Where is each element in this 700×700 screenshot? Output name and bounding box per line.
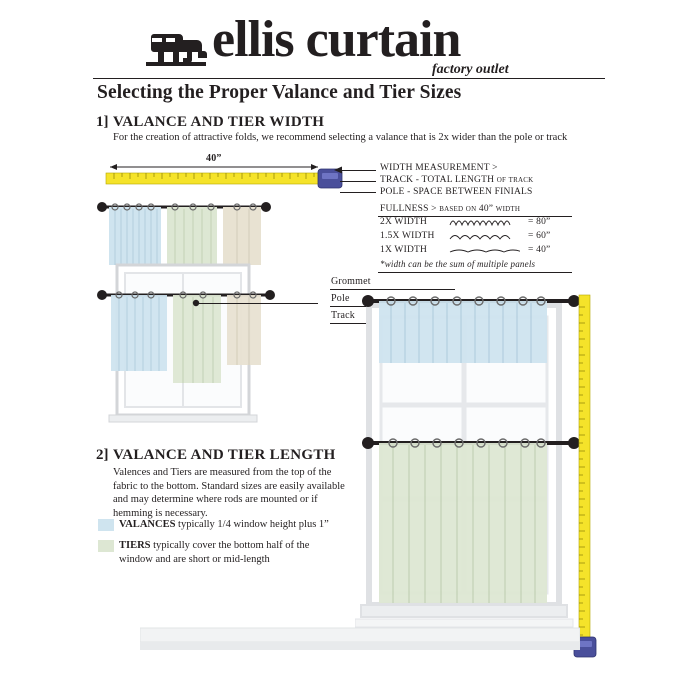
section-2-body: Valences and Tiers are measured from the top of the fabric to the bottom. Standard sizes are easily available and may determine where rods are mounted or if hemming is necessary. [113, 467, 345, 519]
legend-valances-text: typically 1/4 window height plus 1” [178, 519, 329, 530]
tier-samples-graphic [95, 255, 285, 440]
section-2-heading: VALANCE AND TIER LENGTH [113, 447, 336, 463]
title-divider [93, 78, 605, 79]
fullness-footnote: *width can be the sum of multiple panels [380, 259, 536, 269]
legend-swatch-valances [98, 519, 114, 531]
section-1-heading: VALANCE AND TIER WIDTH [113, 114, 325, 130]
callout-track-label: Track [331, 310, 355, 321]
section-2-number: 2] [96, 447, 109, 463]
legend-tiers [119, 539, 334, 566]
callout-line-3 [340, 192, 376, 193]
callout-arrow-1 [334, 164, 348, 178]
fullness-row-2-label: 1X WIDTH [380, 245, 428, 255]
legend-valances [119, 518, 369, 532]
legend-valances-title: VALANCES [119, 519, 176, 530]
legend-tiers-text: typically cover the bottom half of the window and are short or mid-length [119, 540, 310, 565]
tape-measure-graphic [100, 155, 360, 195]
floor-strip-graphic [140, 620, 580, 660]
fullness-bottom-divider [378, 272, 572, 273]
callout-pole-label: Pole [331, 293, 350, 304]
pointer-dot-hardware [190, 297, 202, 309]
pointer-line-hardware [196, 303, 318, 304]
brand-tagline: factory outlet [432, 62, 509, 77]
section-1-number: 1] [96, 114, 109, 130]
fullness-row-0-result: = 80” [528, 217, 551, 227]
callout-line-2 [340, 181, 376, 182]
window-length-graphic [355, 285, 600, 660]
wave-2x-icon [448, 216, 520, 228]
section-1-body: For the creation of attractive folds, we recommend selecting a valance that is 2x wider than the pole or track [113, 132, 568, 143]
width-measure-label: 40” [206, 153, 222, 164]
fullness-row-1-result: = 60” [528, 231, 551, 241]
brand-header [0, 8, 700, 78]
fullness-row-0-label: 2X WIDTH [380, 217, 428, 227]
fullness-row-1-label: 1.5X WIDTH [380, 231, 435, 241]
page-title: Selecting the Proper Valance and Tier Sizes [97, 82, 462, 103]
fullness-row-2-result: = 40” [528, 245, 551, 255]
callout-pole: POLE - SPACE BETWEEN FINIALS [380, 187, 533, 197]
legend-swatch-tiers [98, 540, 114, 552]
callout-track: TRACK - TOTAL LENGTH of track [380, 175, 534, 185]
fullness-title: FULLNESS > based on 40” width [380, 204, 521, 214]
callout-width-measurement: WIDTH MEASUREMENT > [380, 163, 498, 173]
wave-1x-icon [448, 244, 520, 256]
callout-grommet: Grommet [331, 276, 371, 287]
legend-tiers-title: TIERS [119, 540, 151, 551]
wave-1-5x-icon [448, 230, 520, 242]
brand-name: ellis curtain [212, 11, 461, 68]
sewing-machine-icon [146, 24, 208, 68]
